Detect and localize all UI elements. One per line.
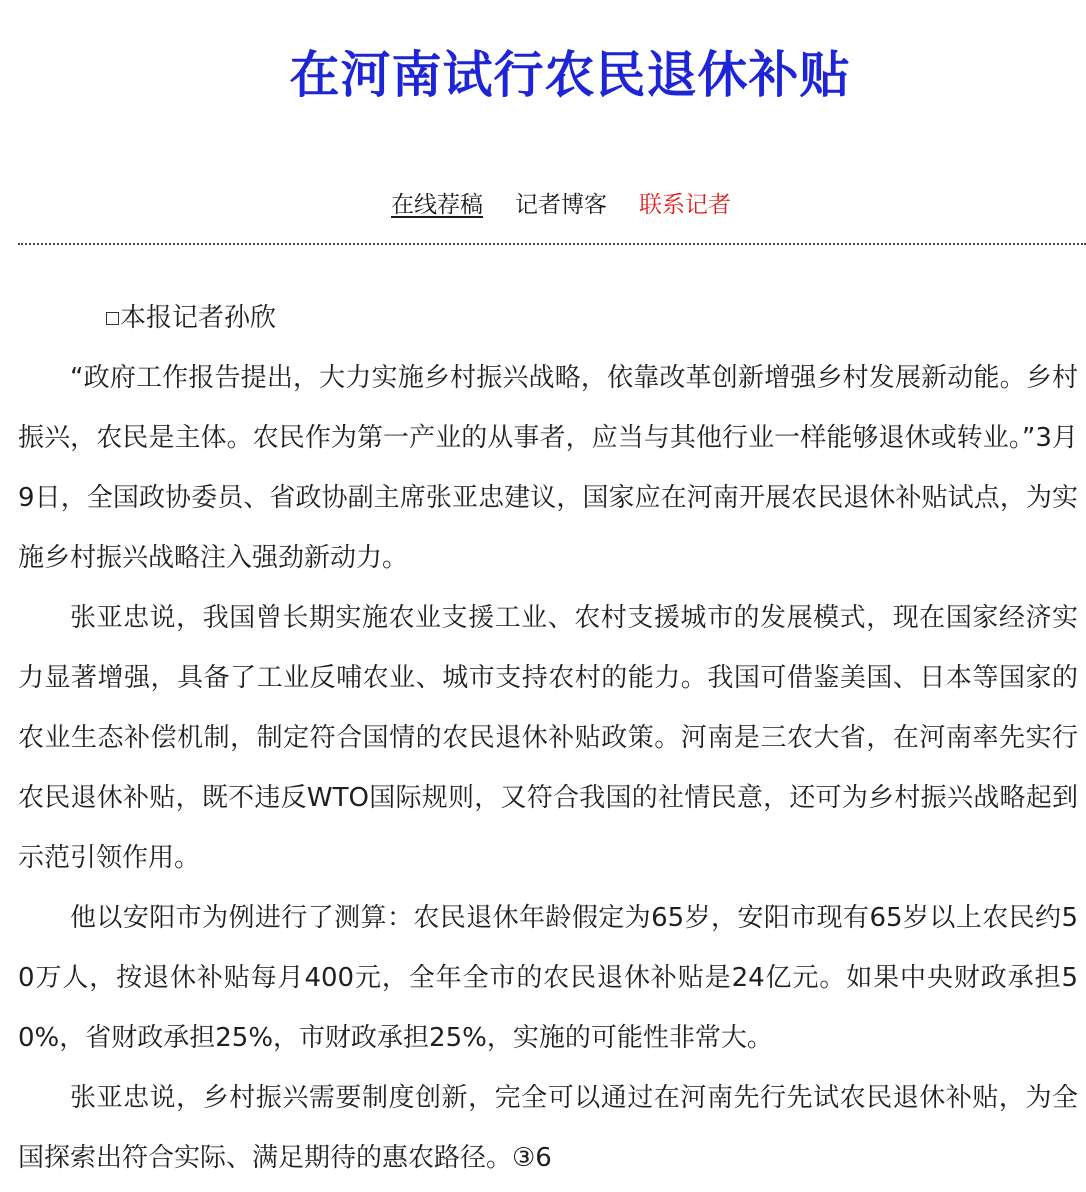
byline (18, 288, 1078, 348)
paragraph-1: “政府工作报告提出，大力实施乡村振兴战略，依靠改革创新增强乡村发展新动能。乡村振兴，农民是主体。农民作为第一产业的从事者，应当与其他行业一样能够退休或转业。”3月9日，全国政协委员、省政协副主席张亚忠建议，国家应在河南开展农民退休补贴试点，为实施乡村振兴战略注入强劲新动力。 (18, 363, 1078, 573)
paragraph-3: 他以安阳市为例进行了测算：农民退休年龄假定为65岁，安阳市现有65岁以上农民约50万人，按退休补贴每月400元，全年全市的农民退休补贴是24亿元。如果中央财政承担50%，省财政承担25%，市财政承担25%，实施的可能性非常大。 (18, 903, 1078, 1053)
contact-reporter-link[interactable]: 联系记者 (639, 191, 731, 218)
article-title: 在河南试行农民退休补贴 (289, 45, 851, 104)
article-body (18, 288, 1078, 1188)
byline-text: 本报记者孙欣 (120, 303, 277, 333)
reporter-blog-link[interactable]: 记者博客 (515, 191, 607, 218)
online-submit-link[interactable]: 在线荐稿 (391, 191, 483, 218)
paragraph-4: 张亚忠说，乡村振兴需要制度创新，完全可以通过在河南先行先试农民退休补贴，为全国探索出符合实际、满足期待的惠农路径。③6 (18, 1083, 1078, 1173)
article-links (391, 184, 731, 220)
paragraph-2: 张亚忠说，我国曾长期实施农业支援工业、农村支援城市的发展模式，现在国家经济实力显著增强，具备了工业反哺农业、城市支持农村的能力。我国可借鉴美国、日本等国家的农业生态补偿机制，制定符合国情的农民退休补贴政策。河南是三农大省，在河南率先实行农民退休补贴，既不违反WTO国际规则，又符合我国的社情民意，还可为乡村振兴战略起到示范引领作用。 (18, 603, 1078, 873)
dotted-divider (18, 243, 1086, 245)
box-icon (106, 312, 119, 325)
